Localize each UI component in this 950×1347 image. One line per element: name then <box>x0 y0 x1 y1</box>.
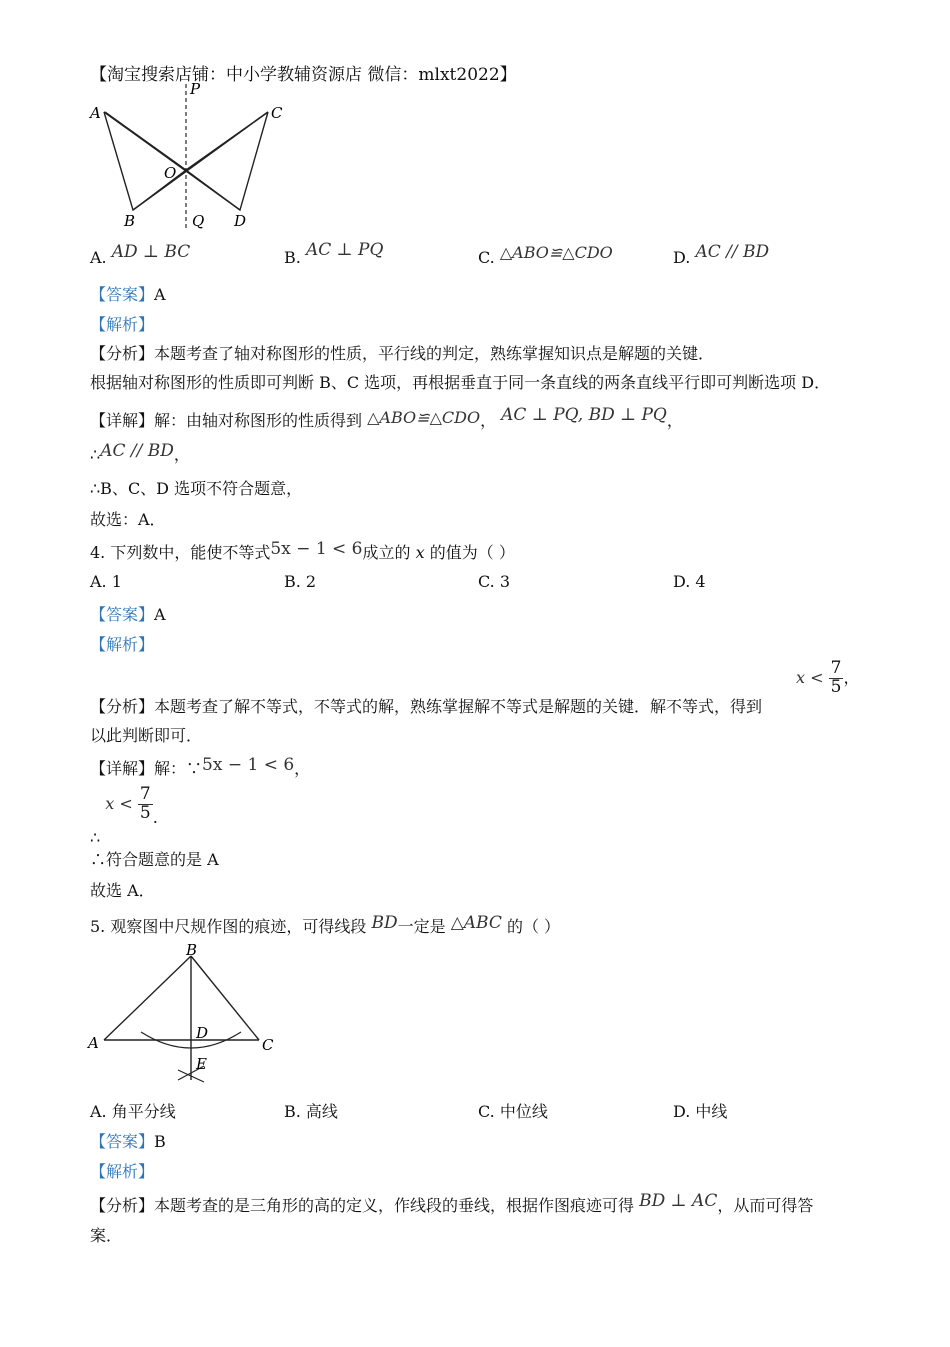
q5-stem-math1: BD <box>371 913 398 933</box>
q4-stem-end: 的值为（ ） <box>429 543 515 562</box>
q5-stem-math2: △ABC <box>450 913 502 933</box>
q4-fenxi2: 以此判断即可． <box>90 726 203 745</box>
q5-label-A: A <box>88 1034 99 1052</box>
q4-answer-value: A <box>154 605 166 624</box>
q4-therefore-var: x < <box>105 793 133 813</box>
header-text: 【淘宝搜索店铺：中小学教辅资源店 微信：mlxt2022】 <box>90 65 517 85</box>
q3-option-b <box>284 240 384 268</box>
q4-option-c: C. 3 <box>478 572 511 591</box>
q4-fenxi <box>90 694 762 717</box>
q3-option-d-letter: D. <box>673 248 691 267</box>
q5-fenxi2: 案． <box>90 1226 123 1245</box>
q5-stem-end: 的（ ） <box>506 917 561 936</box>
q4-fenxi-frac-num: 7 <box>830 658 842 678</box>
q4-therefore-sym: ∴ <box>90 827 101 847</box>
q5-stem-pre: 5. 观察图中尺规作图的痕迹，可得线段 <box>90 917 367 936</box>
q4-therefore-fraction <box>138 786 153 823</box>
q3-option-a <box>90 242 191 268</box>
q3-label-P: P <box>190 80 201 98</box>
q3-therefore-sym: ∴ <box>90 445 101 464</box>
q4-fenxi-ineq <box>796 660 859 697</box>
q4-option-d: D. 4 <box>673 572 706 591</box>
q5-option-d: D. 中线 <box>673 1102 728 1121</box>
q3-therefore: ∴AC // BD， <box>90 441 190 464</box>
q3-option-c-math: △ABO≌△CDO <box>499 243 613 262</box>
q3-xiangjie-math1: △ABO≌△CDO <box>367 408 481 427</box>
q4-therefore-frac-den: 5 <box>139 802 151 823</box>
q5-stem <box>90 914 560 937</box>
q5-analysis-label: 【解析】 <box>90 1162 155 1181</box>
q4-option-b: B. 2 <box>284 572 317 591</box>
q5-label-B: B <box>186 942 198 959</box>
q3-figure <box>88 80 293 230</box>
q5-label-D: D <box>196 1024 209 1042</box>
q4-xiangjie-label: 【详解】 <box>90 759 155 778</box>
q4-fenxi-text: 本题考查了解不等式，不等式的解，熟练掌握解不等式是解题的关键．解不等式，得到 <box>154 697 763 716</box>
q5-option-b: B. 高线 <box>284 1102 338 1121</box>
q5-answer-value: B <box>154 1132 166 1151</box>
q4-xiangjie-math: 5x − 1 < 6 <box>202 755 295 775</box>
q5-figure <box>86 942 286 1087</box>
q3-answer <box>90 282 166 305</box>
q4-fenxi-ineq-var: x < <box>796 667 824 687</box>
q4-answer-label: 【答案】 <box>90 605 155 624</box>
q5-answer <box>90 1129 166 1152</box>
q5-label-E: E <box>196 1055 207 1073</box>
q4-fenxi-frac-den: 5 <box>830 676 842 697</box>
q4-fenxi-fraction <box>829 660 844 697</box>
q5-option-a: A. 角平分线 <box>90 1102 176 1121</box>
q3-fenxi <box>90 341 714 364</box>
q3-label-B: B <box>124 212 136 230</box>
q4-fenxi-end: ， <box>843 667 860 687</box>
q3-line3: ∴B、C、D 选项不符合题意， <box>90 479 303 498</box>
q4-xiangjie-pre: 解：∵ <box>154 759 203 778</box>
q3-fenxi-label: 【分析】 <box>90 344 155 363</box>
q3-option-c-letter: C. <box>478 248 495 267</box>
q4-stem <box>90 540 515 563</box>
q5-fenxi <box>90 1193 813 1216</box>
q4-stem-var: x <box>415 543 425 562</box>
q3-option-b-math: AC ⊥ PQ <box>305 240 384 260</box>
q3-option-d-math: AC // BD <box>695 242 770 262</box>
q3-xiangjie-label: 【详解】 <box>90 411 155 430</box>
q3-label-D: D <box>234 212 247 230</box>
q3-xiangjie: 【详解】解：由轴对称图形的性质得到 △ABO≌△CDO， AC ⊥ PQ, BD ⊥ PQ， <box>90 405 683 430</box>
q3-analysis-label: 【解析】 <box>90 315 155 334</box>
q4-stem-pre: 4. 下列数中，能使不等式 <box>90 543 271 562</box>
q3-label-O: O <box>164 164 177 182</box>
q4-option-a: A. 1 <box>90 572 122 591</box>
q4-therefore-frac-num: 7 <box>139 784 151 804</box>
q3-option-a-letter: A. <box>90 248 107 267</box>
q5-answer-label: 【答案】 <box>90 1132 155 1151</box>
q3-option-a-math: AD ⊥ BC <box>111 242 191 262</box>
q4-therefore-period: . <box>152 807 158 827</box>
q3-label-Q: Q <box>192 212 205 230</box>
q5-fenxi-post: ，从而可得答 <box>717 1196 814 1215</box>
q5-stem-mid: 一定是 <box>397 917 446 936</box>
q4-therefore <box>90 784 158 847</box>
q3-xiangjie-pre: 解：由轴对称图形的性质得到 <box>154 411 363 430</box>
q4-answer <box>90 602 166 625</box>
q3-xiangjie-math2: AC ⊥ PQ, BD ⊥ PQ <box>501 405 667 425</box>
q5-option-c: C. 中位线 <box>478 1102 548 1121</box>
q5-fenxi-label: 【分析】 <box>90 1196 155 1215</box>
q4-xiangjie <box>90 756 310 779</box>
q3-conclusion: 故选：A． <box>90 510 166 529</box>
q5-label-C: C <box>262 1036 274 1054</box>
q3-therefore-math: AC // BD <box>100 441 174 461</box>
q4-result: ∴符合题意的是 A <box>90 850 219 869</box>
q5-fenxi-math: BD ⊥ AC <box>639 1191 718 1211</box>
q3-answer-value: A <box>154 285 166 304</box>
q3-option-c <box>478 243 613 267</box>
q5-fenxi-text: 本题考查的是三角形的高的定义，作线段的垂线，根据作图痕迹可得 <box>154 1196 635 1215</box>
q4-fenxi-label: 【分析】 <box>90 697 155 716</box>
q4-conclusion: 故选 A． <box>90 881 155 900</box>
q4-stem-post: 成立的 <box>362 543 411 562</box>
q4-stem-math: 5x − 1 < 6 <box>270 539 363 559</box>
q4-xiangjie-end: ， <box>294 759 311 778</box>
q4-analysis-label: 【解析】 <box>90 635 155 654</box>
q3-answer-label: 【答案】 <box>90 285 155 304</box>
q3-option-b-letter: B. <box>284 248 301 267</box>
q3-fenxi-text: 本题考查了轴对称图形的性质，平行线的判定，熟练掌握知识点是解题的关键． <box>154 344 715 363</box>
q3-label-C: C <box>271 104 283 122</box>
q3-label-A: A <box>90 104 101 122</box>
q3-fenxi2: 根据轴对称图形的性质即可判断 B、C 选项，再根据垂直于同一条直线的两条直线平行即可判断选项 D． <box>90 373 831 392</box>
q3-option-d <box>673 242 770 268</box>
